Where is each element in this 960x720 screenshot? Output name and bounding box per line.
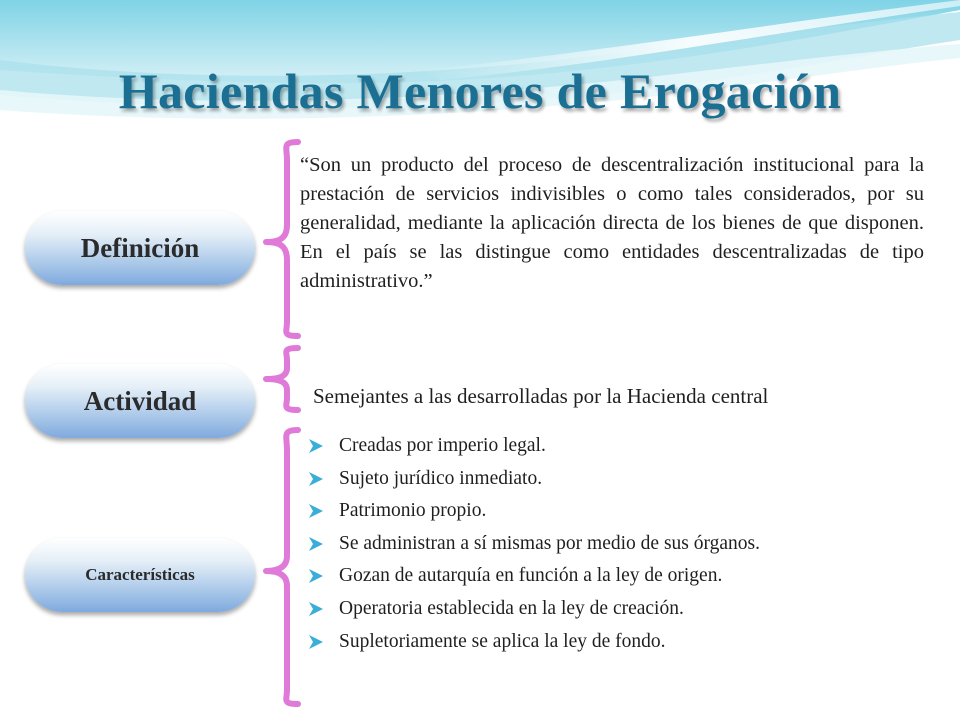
- pill-actividad-label: Actividad: [83, 385, 197, 416]
- actividad-text: Semejantes a las desarrolladas por la Hacienda central: [313, 384, 769, 408]
- bracket-caracteristicas: [266, 430, 298, 704]
- arrow-bullet-icon: [307, 502, 325, 520]
- arrow-bullet-icon: [307, 535, 325, 553]
- list-item-text: Creadas por imperio legal.: [339, 435, 546, 456]
- list-item: [305, 532, 825, 555]
- pill-caracteristicas: [25, 538, 255, 612]
- arrow-bullet-icon: [307, 633, 325, 651]
- bracket-definicion: [266, 142, 298, 336]
- arrow-bullet-icon: [307, 470, 325, 488]
- list-item: [305, 434, 825, 457]
- list-item-text: Supletoriamente se aplica la ley de fondo.: [339, 630, 666, 652]
- list-item: [305, 467, 825, 490]
- list-item-text: Gozan de autarquía en función a la ley de origen.: [339, 565, 723, 587]
- list-item-text: Se administran a sí mismas por medio de sus órganos.: [339, 532, 761, 554]
- list-item-text: Patrimonio propio.: [339, 500, 487, 522]
- list-item: [305, 597, 825, 620]
- pill-definicion-label: Definición: [80, 232, 200, 263]
- list-item-text: Operatoria establecida en la ley de creación.: [339, 597, 684, 619]
- arrow-bullet-icon: [307, 437, 325, 455]
- bracket-actividad: [266, 348, 298, 410]
- pill-actividad: [25, 364, 255, 438]
- caracteristicas-list: [305, 434, 825, 662]
- list-item-text: Sujeto jurídico inmediato.: [339, 467, 543, 489]
- definicion-text: “Son un producto del proceso de descentralización institucional para la prestación de servicios indivisibles o como tales considerados, por su generalidad, mediante la aplicación directa de los bienes de que disponen. En el país se las distingue como entidades descentralizadas de tipo administrativo.”: [300, 154, 924, 292]
- arrow-bullet-icon: [307, 600, 325, 618]
- list-item: [305, 630, 825, 653]
- pill-definicion: [25, 211, 255, 285]
- page-title: Haciendas Menores de Erogación: [118, 63, 842, 119]
- list-item: [305, 499, 825, 522]
- list-item: [305, 564, 825, 587]
- arrow-bullet-icon: [307, 567, 325, 585]
- pill-caracteristicas-label: Características: [85, 565, 195, 584]
